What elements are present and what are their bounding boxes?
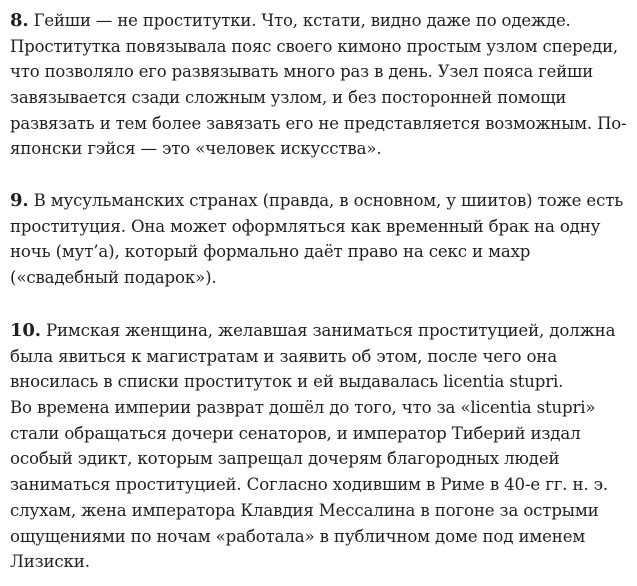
text-line: Лизиски. (10, 552, 90, 572)
text-line: ночь (мут’а), который формально даёт право на секс и махр (10, 242, 531, 262)
text-line: была явиться к магистратам и заявить об этом, после чего она (10, 346, 557, 366)
text-line: завязывается сзади сложным узлом, и без посторонней помощи (10, 88, 567, 108)
text-line: что позволяло его развязывать много раз в день. Узел пояса гейши (10, 62, 594, 82)
text-line: развязать и тем более завязать его не представляется возможным. По- (10, 113, 627, 133)
text-line: Проститутка повязывала пояс своего кимоно простым узлом спереди, (10, 36, 619, 56)
text-line: вносилась в списки проституток и ей выдавалась licentia stupri. (10, 372, 564, 392)
text-line: 9. В мусульманских странах (правда, в основном, у шиитов) тоже есть (10, 190, 624, 211)
text-line: заниматься проституцией. Согласно ходившим в Риме в 40-е гг. н. э. (10, 475, 608, 495)
fact-8-paragraph (10, 8, 627, 162)
text-line: проституция. Она может оформляться как временный брак на одну (10, 216, 601, 236)
fact-number: 9. (10, 190, 29, 211)
fact-number: 10. (10, 320, 41, 341)
text-line: слухам, жена императора Клавдия Мессалина в погоне за острыми (10, 500, 599, 520)
text-line: Во времена империи разврат дошёл до того, что за «licentia stupri» (10, 398, 596, 418)
fact-10-paragraph (10, 318, 615, 575)
text-line: японски гэйся — это «человек искусства». (10, 139, 382, 159)
fact-9-paragraph (10, 188, 623, 291)
text-line: ощущениями по ночам «работала» в публичном доме под именем (10, 526, 586, 546)
text-line: особый эдикт, которым запрещал дочерям благородных людей (10, 449, 560, 469)
text-line: («свадебный подарок»). (10, 268, 217, 288)
fact-number: 8. (10, 10, 29, 31)
text-line: 10. Римская женщина, желавшая заниматься проституцией, должна (10, 320, 616, 341)
text-line: стали обращаться дочери сенаторов, и император Тиберий издал (10, 423, 581, 443)
text-line: 8. Гейши — не проститутки. Что, кстати, видно даже по одежде. (10, 10, 571, 31)
